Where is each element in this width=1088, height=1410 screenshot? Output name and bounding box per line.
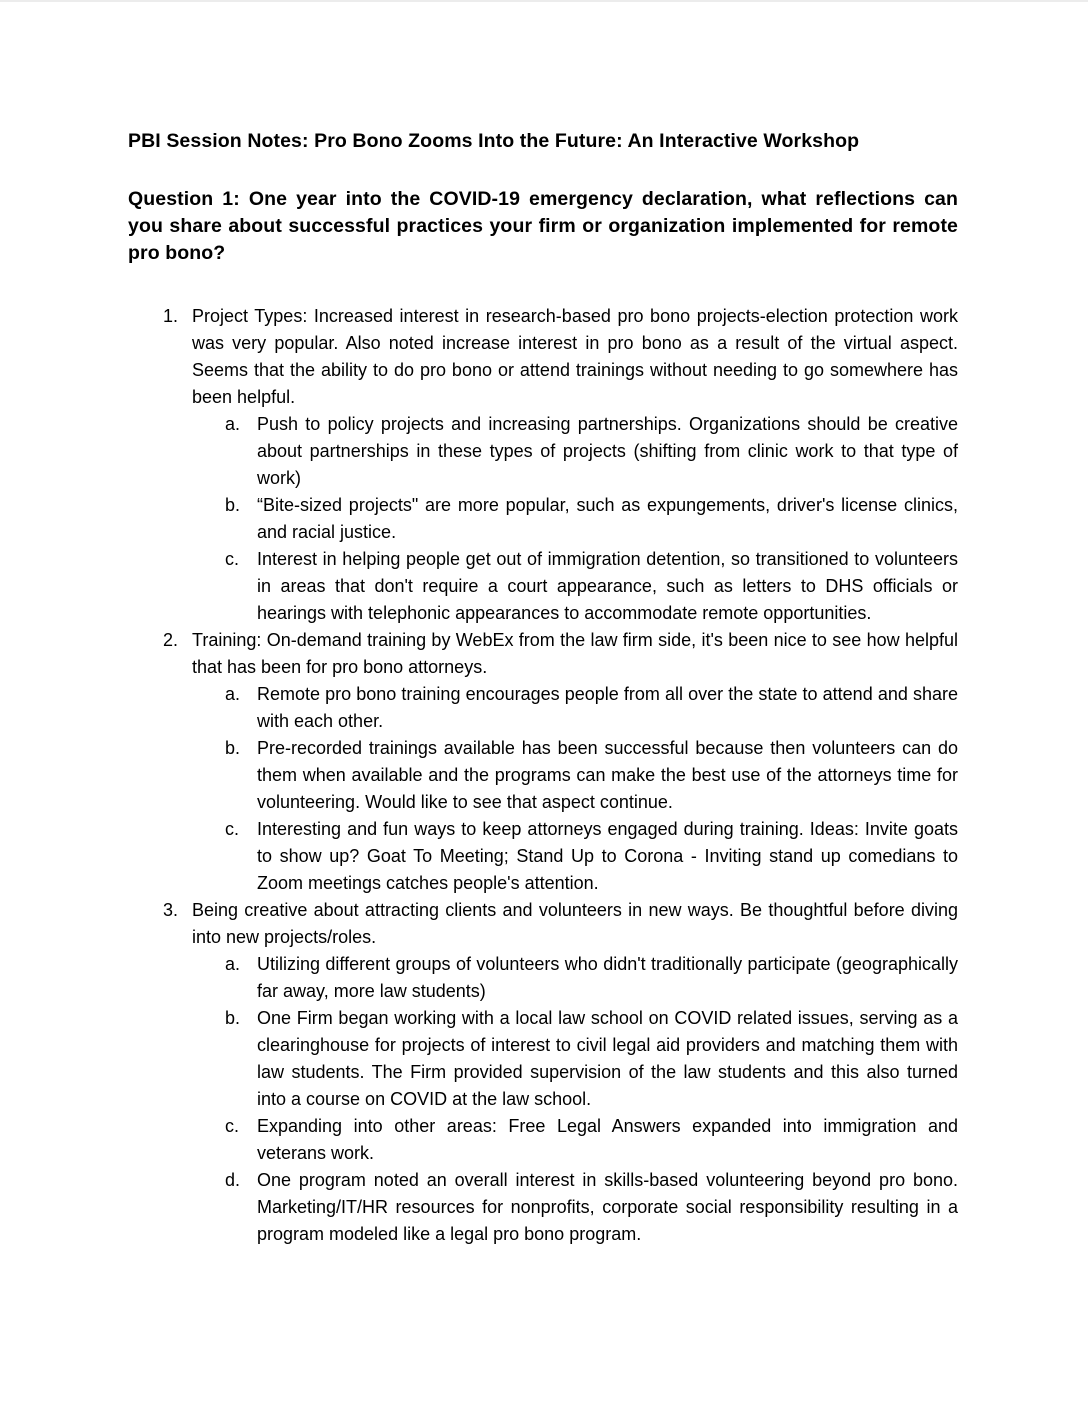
list-subitem [128, 1005, 958, 1113]
list-subitem [128, 681, 958, 735]
list-subitem-text: Interesting and fun ways to keep attorneys engaged during training. Ideas: Invite goats to show up? Goat To Meeting; Stand Up to Corona - Inviting stand up comedians to Zoom meetings catches people's attention. [257, 819, 958, 893]
list-subitem-text: One program noted an overall interest in skills-based volunteering beyond pro bono. Marketing/IT/HR resources for nonprofits, corporate social responsibility resulting in a program modeled like a legal pro bono program. [257, 1170, 958, 1244]
list-item-text: Project Types: Increased interest in research-based pro bono projects-election protection work was very popular. Also noted increase interest in pro bono as a result of the virtual aspect. Seems that the ability to do pro bono or attend trainings without needing to go somewhere has been helpful. [192, 306, 958, 407]
list-subitem-text: Pre-recorded trainings available has been successful because then volunteers can do them when available and the programs can make the best use of the attorneys time for volunteering. Would like to see that aspect continue. [257, 738, 958, 812]
list-item-text: Being creative about attracting clients and volunteers in new ways. Be thoughtful before diving into new projects/roles. [192, 900, 958, 947]
list-subitem-text: “Bite-sized projects" are more popular, such as expungements, driver's license clinics, and racial justice. [257, 495, 958, 542]
list-item [128, 303, 958, 411]
list-subitem [128, 546, 958, 627]
notes-list [128, 303, 958, 1248]
list-marker: d. [225, 1170, 241, 1190]
list-marker: a. [225, 954, 241, 974]
list-item [128, 627, 958, 681]
list-marker: c. [225, 1116, 240, 1136]
list-subitem [128, 735, 958, 816]
page-title: PBI Session Notes: Pro Bono Zooms Into the Future: An Interactive Workshop [128, 130, 860, 152]
list-marker: 2. [163, 630, 179, 650]
list-subitem [128, 1113, 958, 1167]
list-subitem [128, 1167, 958, 1248]
list-marker: a. [225, 684, 241, 704]
list-marker: c. [225, 549, 240, 569]
list-item-text: Training: On-demand training by WebEx from the law firm side, it's been nice to see how helpful that has been for pro bono attorneys. [192, 630, 958, 677]
list-subitem-text: Interest in helping people get out of immigration detention, so transitioned to volunteers in areas that don't require a court appearance, such as letters to DHS officials or hearings with telephonic appearances to accommodate remote opportunities. [257, 549, 958, 623]
list-marker: a. [225, 414, 241, 434]
list-marker: b. [225, 738, 241, 758]
list-marker: c. [225, 819, 240, 839]
list-subitem [128, 492, 958, 546]
list-marker: b. [225, 495, 241, 515]
list-marker: 1. [163, 306, 179, 326]
list-marker: b. [225, 1008, 241, 1028]
list-subitem-text: Utilizing different groups of volunteers who didn't traditionally participate (geographically far away, more law students) [257, 954, 958, 1001]
list-item [128, 897, 958, 951]
list-subitem [128, 951, 958, 1005]
list-subitem-text: One Firm began working with a local law school on COVID related issues, serving as a clearinghouse for projects of interest to civil legal aid providers and matching them with law students. The Firm provided supervision of the law students and this also turned into a course on COVID at the law school. [257, 1008, 958, 1109]
list-subitem [128, 816, 958, 897]
question-heading: Question 1: One year into the COVID-19 emergency declaration, what reflections can you share about successful practices your firm or organization implemented for remote pro bono? [128, 188, 958, 264]
list-subitem [128, 411, 958, 492]
list-subitem-text: Remote pro bono training encourages people from all over the state to attend and share with each other. [257, 684, 958, 731]
list-subitem-text: Push to policy projects and increasing partnerships. Organizations should be creative about partnerships in these types of projects (shifting from clinic work to that type of work) [257, 414, 958, 488]
document-page [0, 2, 1088, 1408]
list-subitem-text: Expanding into other areas: Free Legal Answers expanded into immigration and veterans work. [257, 1116, 958, 1163]
list-marker: 3. [163, 900, 179, 920]
